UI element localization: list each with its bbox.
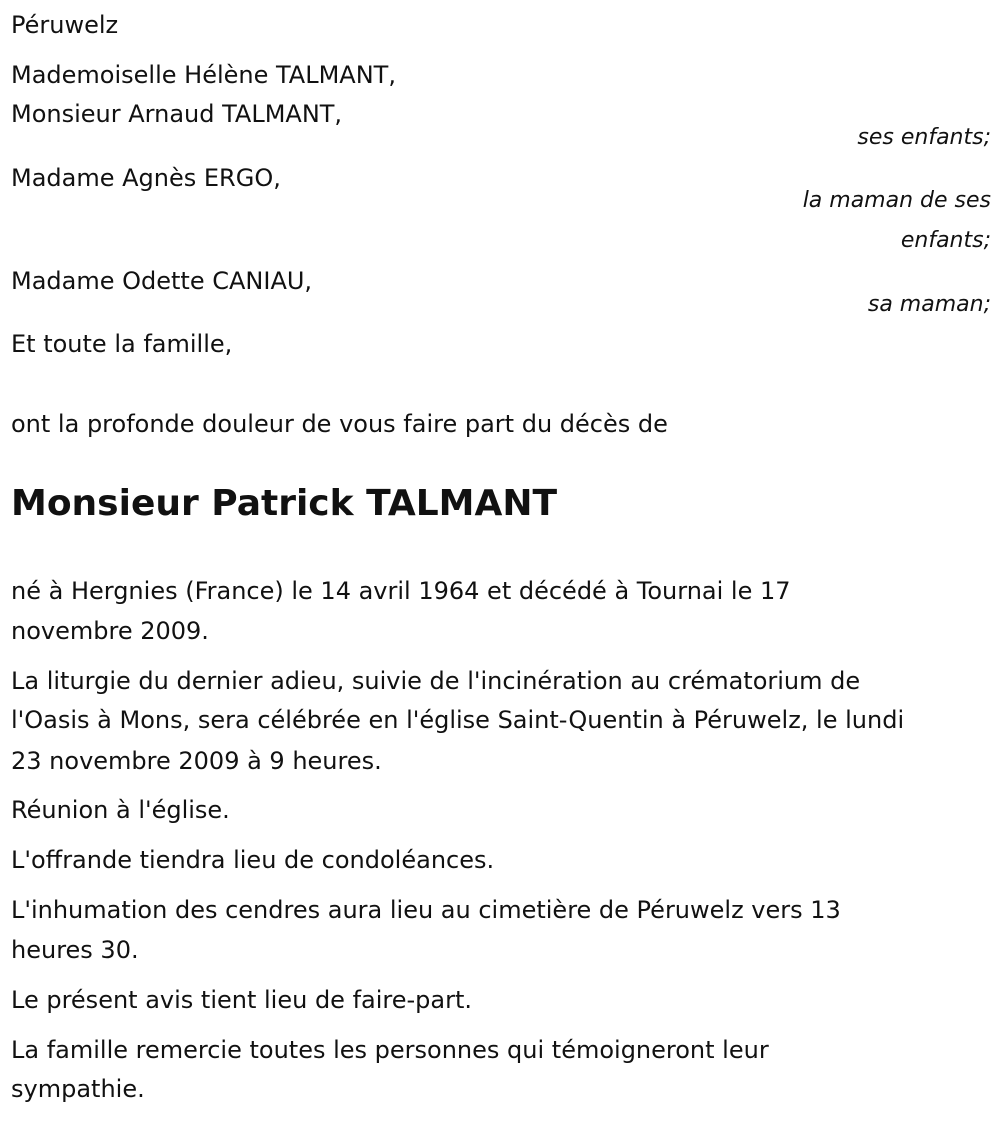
thanks-line-2: sympathie. [11, 1075, 145, 1103]
meeting-text: Réunion à l'église. [11, 796, 230, 824]
family-member-ex-partner: Madame Agnès ERGO, [11, 164, 281, 192]
family-member-mother: Madame Odette CANIAU, [11, 267, 313, 295]
liturgy-line-3: 23 novembre 2009 à 9 heures. [11, 747, 382, 775]
thanks-line-1: La famille remercie toutes les personnes qui témoigneront leur [11, 1036, 769, 1064]
mother-relation: sa maman; [867, 292, 991, 317]
ex-partner-relation-line-1: la maman de ses [802, 188, 991, 213]
notice-text: Le présent avis tient lieu de faire-part. [11, 986, 473, 1014]
liturgy-line-1: La liturgie du dernier adieu, suivie de l'incinération au crématorium de [11, 667, 861, 695]
ex-partner-relation-line-2: enfants; [900, 228, 991, 253]
family-member-child-2: Monsieur Arnaud TALMANT, [11, 100, 343, 128]
burial-line-2: heures 30. [11, 936, 139, 964]
burial-line-1: L'inhumation des cendres aura lieu au cimetière de Péruwelz vers 13 [11, 896, 841, 924]
city-heading: Péruwelz [11, 11, 119, 39]
announcement-text: ont la profonde douleur de vous faire part du décès de [11, 410, 668, 438]
family-others: Et toute la famille, [11, 330, 233, 358]
birth-death-line-2: novembre 2009. [11, 617, 209, 645]
offering-text: L'offrande tiendra lieu de condoléances. [11, 846, 495, 874]
deceased-name: Monsieur Patrick TALMANT [11, 483, 558, 524]
liturgy-line-2: l'Oasis à Mons, sera célébrée en l'église Saint-Quentin à Péruwelz, le lundi [11, 706, 905, 734]
birth-death-line-1: né à Hergnies (France) le 14 avril 1964 et décédé à Tournai le 17 [11, 577, 791, 605]
children-relation: ses enfants; [857, 125, 991, 150]
family-member-child-1: Mademoiselle Hélène TALMANT, [11, 61, 396, 89]
